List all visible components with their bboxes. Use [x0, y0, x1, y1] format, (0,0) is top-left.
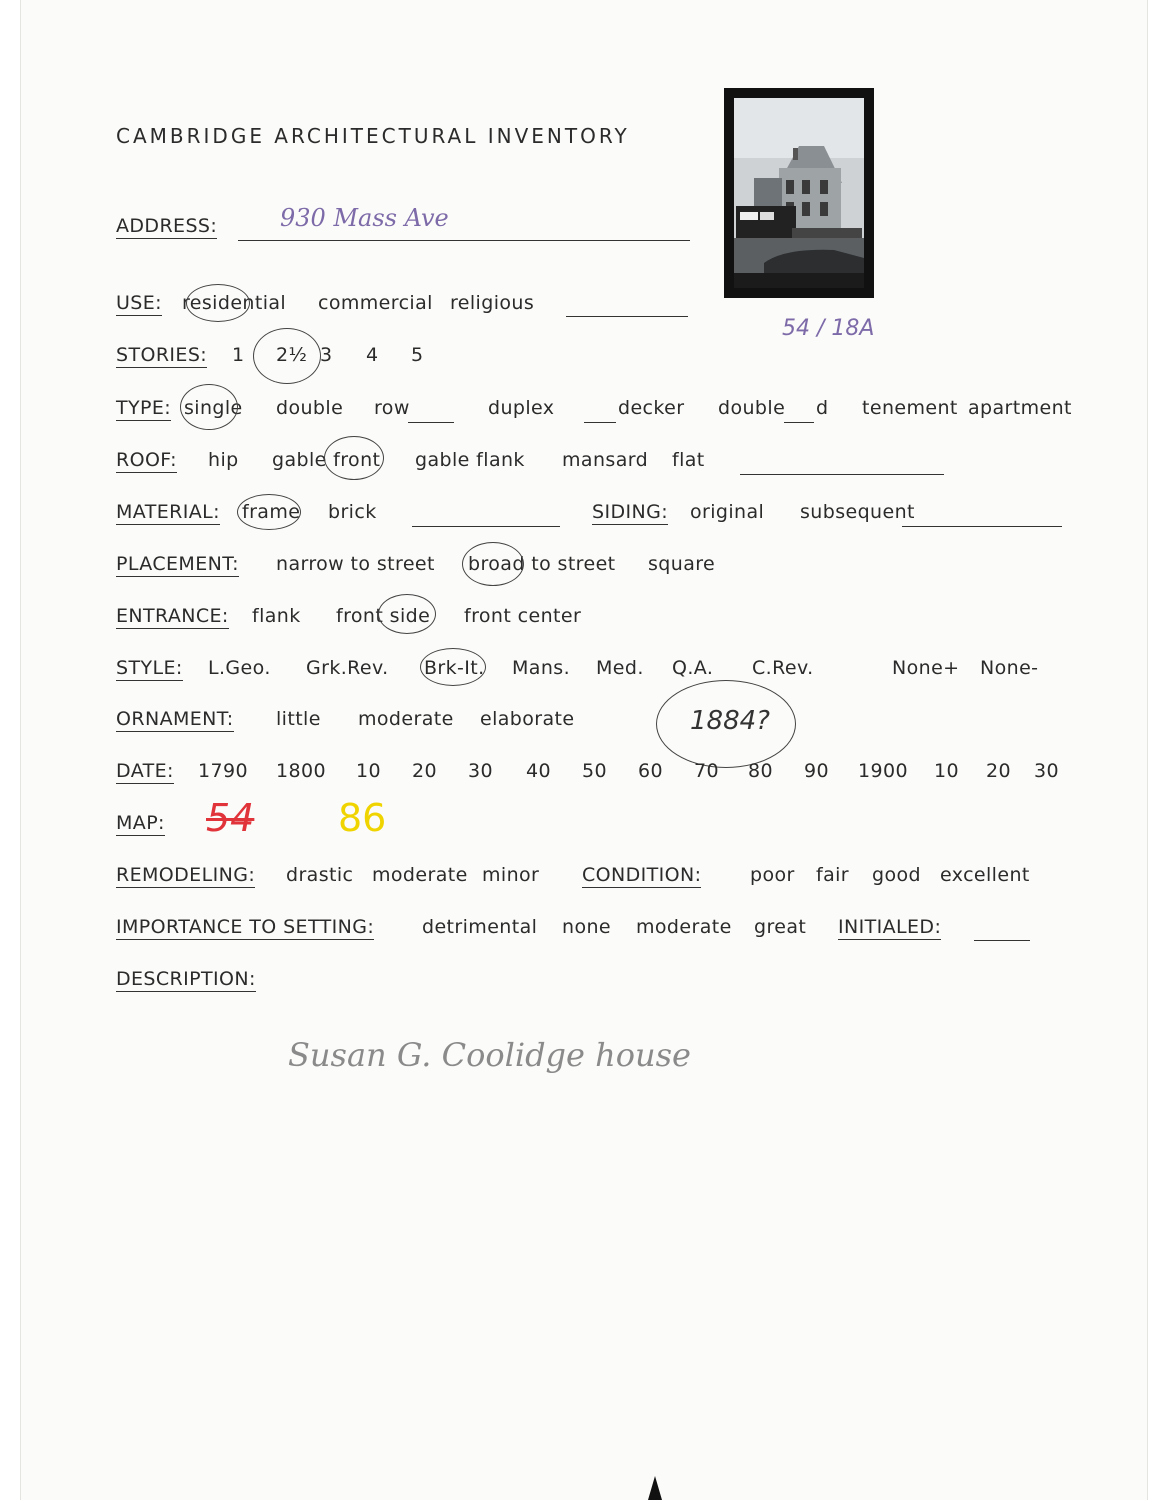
type-option-d: d [816, 397, 829, 419]
importance-option-moderate: moderate [636, 916, 732, 938]
condition-option-good: good [872, 864, 921, 886]
type-option-tenement: tenement [862, 397, 958, 419]
roof-blank [740, 474, 944, 475]
date-option: 1800 [276, 760, 326, 782]
remodeling-option-minor: minor [482, 864, 540, 886]
map-struck-value: 54 [206, 796, 255, 840]
siding-option-original: original [690, 501, 765, 523]
style-circle-mark [420, 648, 486, 686]
date-option: 1790 [198, 760, 248, 782]
importance-option-great: great [754, 916, 807, 938]
type-double-d-blank [784, 422, 814, 423]
date-option: 80 [748, 760, 773, 782]
date-option: 10 [934, 760, 959, 782]
stories-option-1: 1 [232, 344, 245, 366]
date-label: DATE: [116, 760, 174, 782]
roof-option-gable-flank: gable flank [415, 449, 525, 471]
importance-option-detrimental: detrimental [422, 916, 538, 938]
date-option: 10 [356, 760, 381, 782]
type-option-decker: decker [618, 397, 685, 419]
roof-option-gable-front: gable front [272, 449, 381, 471]
material-option-frame: frame [242, 501, 301, 523]
date-option: 20 [986, 760, 1011, 782]
remodeling-label: REMODELING: [116, 864, 256, 886]
building-photo [724, 88, 874, 298]
roof-option-flat: flat [672, 449, 705, 471]
placement-circle-mark [462, 542, 524, 586]
type-label: TYPE: [116, 397, 172, 419]
date-annotation: 1884? [690, 706, 770, 736]
roof-option-hip: hip [208, 449, 239, 471]
address-value: 930 Mass Ave [280, 204, 449, 232]
entrance-option-front-side: front side [336, 605, 431, 627]
material-circle-mark [237, 494, 301, 530]
type-option-single: single [184, 397, 243, 419]
photo-number: 54 / 18A [782, 316, 875, 341]
stories-option-2-half: 2½ [276, 344, 308, 366]
remodeling-option-drastic: drastic [286, 864, 354, 886]
stories-option-3: 3 [320, 344, 333, 366]
description-value: Susan G. Coolidge house [288, 1036, 691, 1074]
initialed-blank [974, 940, 1030, 941]
style-option-lgeo: L.Geo. [208, 657, 271, 679]
use-option-residential: residential [182, 292, 287, 314]
type-option-duplex: duplex [488, 397, 555, 419]
date-option: 50 [582, 760, 607, 782]
use-label: USE: [116, 292, 162, 314]
date-option: 30 [1034, 760, 1059, 782]
date-option: 60 [638, 760, 663, 782]
type-decker-blank [584, 422, 616, 423]
remodeling-option-moderate: moderate [372, 864, 468, 886]
roof-circle-mark [324, 436, 384, 480]
form-title: CAMBRIDGE ARCHITECTURAL INVENTORY [116, 124, 630, 148]
style-label: STYLE: [116, 657, 183, 679]
style-option-none-plus: None+ [892, 657, 960, 679]
date-option: 40 [526, 760, 551, 782]
type-option-row: row [374, 397, 410, 419]
use-circle-mark [186, 284, 250, 322]
ornament-option-little: little [276, 708, 321, 730]
stories-option-5: 5 [411, 344, 424, 366]
map-label: MAP: [116, 812, 165, 834]
siding-blank [902, 526, 1062, 527]
placement-option-broad: broad to street [468, 553, 616, 575]
type-option-double: double [276, 397, 344, 419]
style-option-grkrev: Grk.Rev. [306, 657, 389, 679]
stories-circle-mark [253, 328, 321, 384]
date-option: 90 [804, 760, 829, 782]
ornament-option-moderate: moderate [358, 708, 454, 730]
condition-option-poor: poor [750, 864, 795, 886]
importance-option-none: none [562, 916, 611, 938]
style-option-crev: C.Rev. [752, 657, 814, 679]
style-option-brkit: Brk-It. [424, 657, 485, 679]
stories-option-4: 4 [366, 344, 379, 366]
use-option-commercial: commercial [318, 292, 433, 314]
stories-label: STORIES: [116, 344, 208, 366]
entrance-label: ENTRANCE: [116, 605, 229, 627]
type-option-apartment: apartment [968, 397, 1072, 419]
importance-label: IMPORTANCE TO SETTING: [116, 916, 375, 938]
use-option-religious: religious [450, 292, 535, 314]
roof-option-mansard: mansard [562, 449, 649, 471]
placement-label: PLACEMENT: [116, 553, 239, 575]
date-option: 30 [468, 760, 493, 782]
ornament-label: ORNAMENT: [116, 708, 234, 730]
condition-label: CONDITION: [582, 864, 702, 886]
condition-option-excellent: excellent [940, 864, 1030, 886]
entrance-option-flank: flank [252, 605, 301, 627]
style-option-none-minus: None- [980, 657, 1039, 679]
date-option: 20 [412, 760, 437, 782]
placement-option-narrow: narrow to street [276, 553, 435, 575]
style-option-qa: Q.A. [672, 657, 714, 679]
style-option-med: Med. [596, 657, 644, 679]
address-label: ADDRESS: [116, 215, 218, 237]
siding-option-subsequent: subsequent [800, 501, 915, 523]
description-label: DESCRIPTION: [116, 968, 256, 990]
entrance-circle-mark [378, 594, 436, 634]
placement-option-square: square [648, 553, 716, 575]
material-label: MATERIAL: [116, 501, 220, 523]
type-option-double-decker: double [718, 397, 786, 419]
paper-notch [648, 1476, 662, 1500]
roof-label: ROOF: [116, 449, 177, 471]
material-blank [412, 526, 560, 527]
type-circle-mark [180, 384, 238, 430]
siding-label: SIDING: [592, 501, 669, 523]
date-option: 70 [694, 760, 719, 782]
initialed-label: INITIALED: [838, 916, 942, 938]
type-row-blank [408, 422, 454, 423]
address-line [238, 240, 690, 241]
map-value: 86 [338, 796, 387, 840]
entrance-option-front-center: front center [464, 605, 582, 627]
condition-option-fair: fair [816, 864, 850, 886]
use-blank [566, 316, 688, 317]
style-option-mans: Mans. [512, 657, 571, 679]
date-option: 1900 [858, 760, 908, 782]
material-option-brick: brick [328, 501, 377, 523]
ornament-option-elaborate: elaborate [480, 708, 575, 730]
